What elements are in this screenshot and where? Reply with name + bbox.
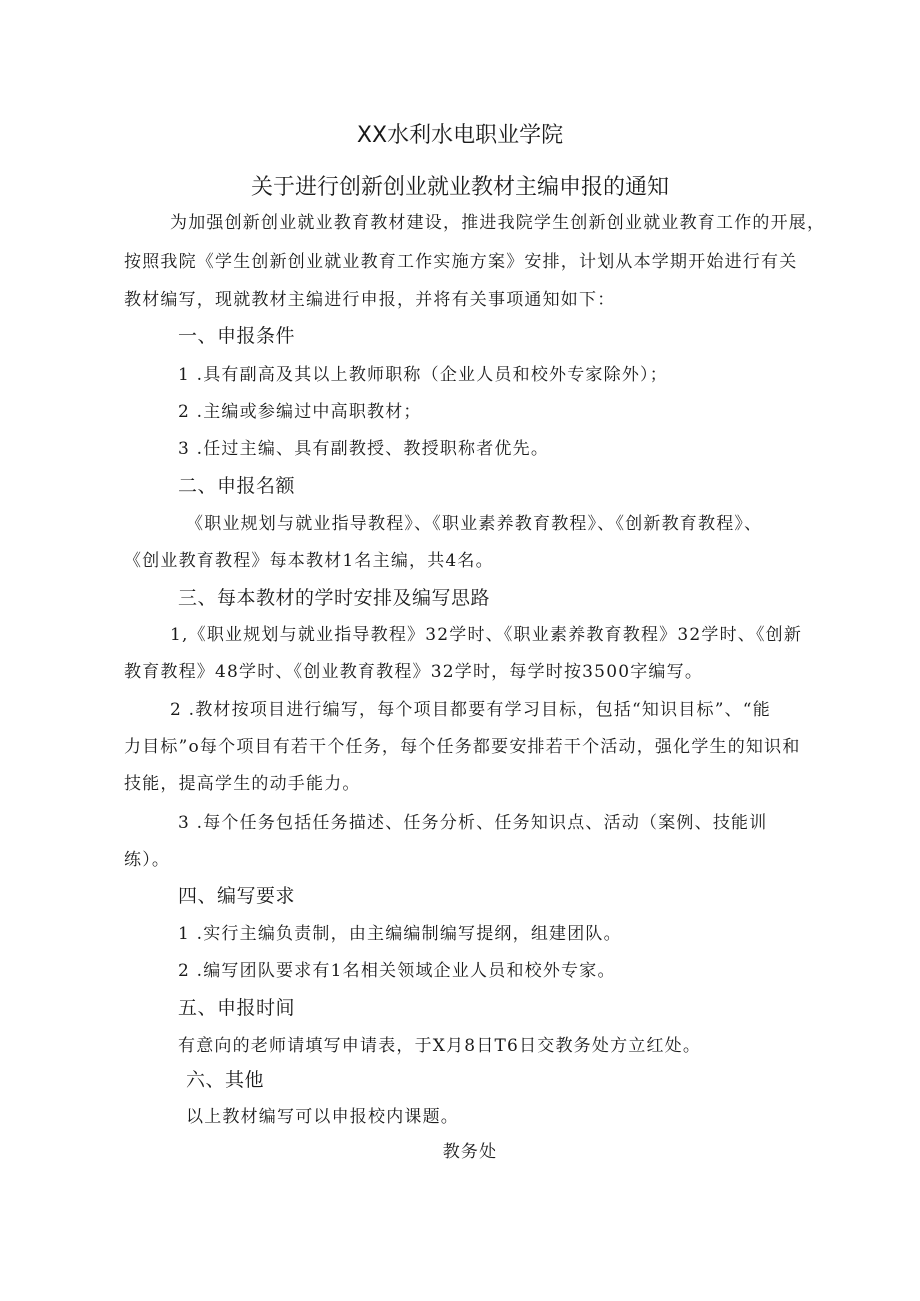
institution-title: XX水利水电职业学院 [356,123,564,148]
requirement-item-1: 1 .实行主编负责制，由主编编制编写提纲，组建团队。 [178,924,622,944]
schedule-line-5: 技能，提高学生的动手能力。 [124,774,361,794]
notice-title: 关于进行创新创业就业教材主编申报的通知 [250,175,669,200]
condition-item-2: 2 .主编或参编过中高职教材； [178,402,422,422]
section-heading-quota: 二、申报名额 [178,475,296,497]
schedule-line-6: 3 .每个任务包括任务描述、任务分析、任务知识点、活动（案例、技能训 [178,813,768,833]
requirement-item-2: 2 .编写团队要求有1名相关领域企业人员和校外专家。 [178,961,616,981]
schedule-line-1: 1,《职业规划与就业指导教程》32学时、《职业素养教育教程》32学时、《创新 [170,625,803,645]
intro-line-1: 为加强创新创业就业教育教材建设，推进我院学生创新创业就业教育工作的开展， [170,213,826,233]
section-heading-time: 五、申报时间 [178,997,296,1019]
intro-line-3: 教材编写，现就教材主编进行申报，并将有关事项通知如下： [124,290,616,310]
section-heading-other: 六、其他 [186,1069,265,1091]
other-text: 以上教材编写可以申报校内课题。 [186,1107,459,1127]
condition-item-1: 1 .具有副高及其以上教师职称（企业人员和校外专家除外）； [178,365,668,385]
section-heading-conditions: 一、申报条件 [178,325,296,347]
section-heading-schedule: 三、每本教材的学时安排及编写思路 [178,587,491,609]
quota-line-2: 《创业教育教程》每本教材1名主编，共4名。 [124,551,494,571]
schedule-line-3: 2 .教材按项目进行编写，每个项目都要有学习目标，包括“知识目标”、“能 [170,700,771,720]
signature-office: 教务处 [442,1142,498,1162]
condition-item-3: 3 .任过主编、具有副教授、教授职称者优先。 [178,439,550,459]
schedule-line-2: 教育教程》48学时、《创业教育教程》32学时，每学时按3500字编写。 [124,662,704,682]
schedule-line-4: 力目标”o每个项目有若干个任务，每个任务都要安排若干个活动，强化学生的知识和 [124,737,801,757]
section-heading-requirements: 四、编写要求 [178,885,296,907]
quota-line-1: 《职业规划与就业指导教程》、《职业素养教育教程》、《创新教育教程》、 [186,514,763,534]
time-text: 有意向的老师请填写申请表，于X月8日T6日交教务处方立红处。 [178,1036,702,1056]
intro-line-2: 按照我院《学生创新创业就业教育工作实施方案》安排，计划从本学期开始进行有关 [124,252,798,272]
schedule-line-7: 练）。 [124,850,171,870]
